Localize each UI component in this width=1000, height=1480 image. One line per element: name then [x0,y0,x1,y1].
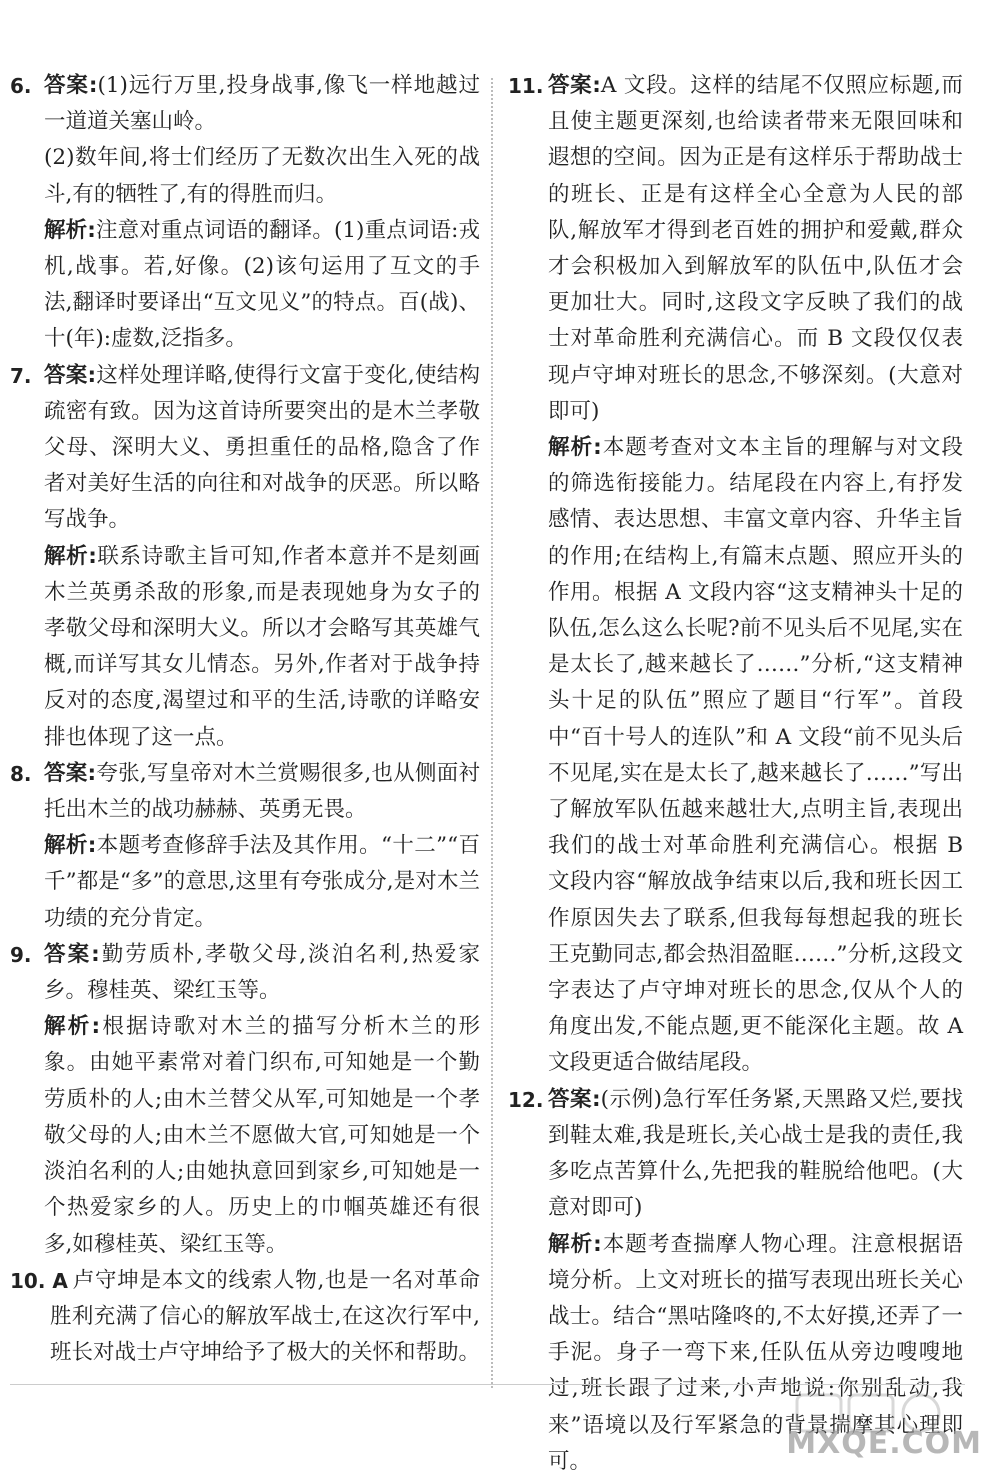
analysis-paragraph [44,1009,480,1262]
analysis-label: 解析: [548,435,602,461]
column-divider [491,78,493,1388]
answer-text: 勤劳质朴,孝敬父母,淡泊名利,热爱家乡。穆桂英、梁红玉等。 [44,941,480,1004]
analysis-label: 解析: [548,1231,602,1257]
analysis-label: 解析: [44,1014,101,1040]
question-number: 9. [10,942,32,967]
answer-label: 答案: [548,1086,601,1112]
analysis-paragraph [548,430,963,1082]
answer-paragraph [548,68,963,430]
analysis-paragraph [44,213,480,358]
analysis-text: 本题考查对文本主旨的理解与对文段的筛选衔接能力。结尾段在内容上,有抒发感情、表达思想、丰富文章内容、升华主旨的作用;在结构上,有篇末点题、照应开头的作用。根据 A 文段内容“这支精神头十足的队伍,怎么这么长呢?前不见头后不见尾,实在是太长了,越来越长了……”分析,“这支精神头十足的队伍”照应了题目“行军”。首段中“百十号人的连队”和 A 文段“前不见头后不见尾,实在是太长了,越来越长了……”写出了解放军队伍越来越壮大,点明主旨,表现出我们的战士对革命胜利充满信心。根据 B 文段内容“解放战争结束以后,我和班长因工作原因失去了联系,但我每每想起我的班长王克勤同志,都会热泪盈眶……”分析,这段文字表达了卢守坤对班长的思念,仅从个人的角度出发,不能点题,更不能深化主题。故 A 文段更适合做结尾段。 [548,435,963,1076]
question-8 [10,756,480,937]
answer-label: 答案: [44,73,98,98]
answer-label: 答案: [548,73,601,98]
answer-paragraph [44,68,480,140]
analysis-text: 根据诗歌对木兰的描写分析木兰的形象。由她平素常对着门织布,可知她是一个勤劳质朴的人;由木兰替父从军,可知她是一个孝敬父母的人;由木兰不愿做大官,可知她是一个淡泊名利的人;由她执意回到家乡,可知她是一个热爱家乡的人。历史上的巾帼英雄还有很多,如穆桂英、梁红玉等。 [44,1014,480,1257]
answer-text: (1)远行万里,投身战事,像飞一样地越过一道道关塞山岭。 [44,73,480,135]
analysis-text: 本题考查修辞手法及其作用。“十二”“百千”都是“多”的意思,这里有夸张成分,是对木兰功绩的充分肯定。 [44,833,480,931]
answer-text: (示例)急行军任务紧,天黑路又烂,要找到鞋太难,我是班长,关心战士是我的责任,我多吃点苦算什么,先把我的鞋脱给他吧。(大意对即可) [548,1086,963,1221]
left-column [10,68,480,1371]
question-number: 11. [508,74,544,98]
answer-text: 这样处理详略,使得行文富于变化,使结构疏密有致。因为这首诗所要突出的是木兰孝敬父母、深明大义、勇担重任的品格,隐含了作者对美好生活的向往和对战争的厌恶。所以略写战争。 [44,362,481,533]
answer-label: 答案: [44,362,97,388]
answer-paragraph: (2)数年间,将士们经历了无数次出生入死的战斗,有的牺牲了,有的得胜而归。 [44,145,480,207]
answer-paragraph [44,937,480,1009]
analysis-label: 解析: [44,543,97,569]
analysis-text: 联系诗歌主旨可知,作者本意并不是刻画木兰英勇杀敌的形象,而是表现她身为女子的孝敬父母和深明大义。所以才会略写其英雄气概,而详写其女儿情态。另外,作者对于战争持反对的态度,渴望过和平的生活,诗歌的详略安排也体现了这一点。 [44,543,480,750]
analysis-label: 解析: [44,217,96,243]
question-11 [508,68,963,1082]
analysis-paragraph [44,539,480,756]
question-7 [10,358,480,756]
analysis-label: 解析: [44,833,97,859]
answer-text: A 文段。这样的结尾不仅照应标题,而且使主题更深刻,也给读者带来无限回味和遐想的空间。因为正是有这样乐于帮助战士的班长、正是有这样全心全意为人民的部队,解放军才得到老百姓的拥护和爱戴,群众才会积极加入到解放军的队伍中,队伍才会更加壮大。同时,这段文字反映了我们的战士对革命胜利充满信心。而 B 文段仅仅表现卢守坤对班长的思念,不够深刻。(大意对即可) [548,73,963,424]
watermark-url: MXQE.COM [786,1426,982,1461]
question-number: 8. [10,761,32,786]
answer-paragraph [50,1263,480,1372]
question-9 [10,937,480,1263]
question-number: 12. [508,1087,544,1112]
answer-label: 答案: [44,941,100,967]
analysis-text: 本题考查揣摩人物心理。注意根据语境分析。上文对班长的描写表现出班长关心战士。结合“黑咕隆咚的,不太好摸,还弄了一手泥。身子一弯下来,任队伍从旁边嗖嗖地过,班长跟了过来,小声地说:你别乱动,我来”语境以及行军紧急的背景揣摩其心理即可。 [548,1231,963,1474]
question-number: 6. [10,74,32,98]
question-number: 10. A [10,1268,68,1293]
question-6 [10,68,480,358]
analysis-text: 注意对重点词语的翻译。(1)重点词语:戎机,战事。若,好像。(2)该句运用了互文的手法,翻译时要译出“互文见义”的特点。百(战)、十(年):虚数,泛指多。 [44,217,480,352]
answer-paragraph [44,358,480,539]
answer-paragraph [44,756,480,828]
question-10 [10,1263,480,1372]
answer-label: 答案: [44,760,97,786]
answer-paragraph [548,1082,963,1227]
answer-text: 卢守坤是本文的线索人物,也是一名对革命胜利充满了信心的解放军战士,在这次行军中,班长对战士卢守坤给予了极大的关怀和帮助。 [50,1267,481,1366]
question-number: 7. [10,363,32,388]
right-column [508,68,963,1480]
answer-text: 夸张,写皇帝对木兰赏赐很多,也从侧面衬托出木兰的战功赫赫、英勇无畏。 [44,760,481,823]
bottom-rule [10,1384,965,1385]
analysis-paragraph [44,828,480,937]
